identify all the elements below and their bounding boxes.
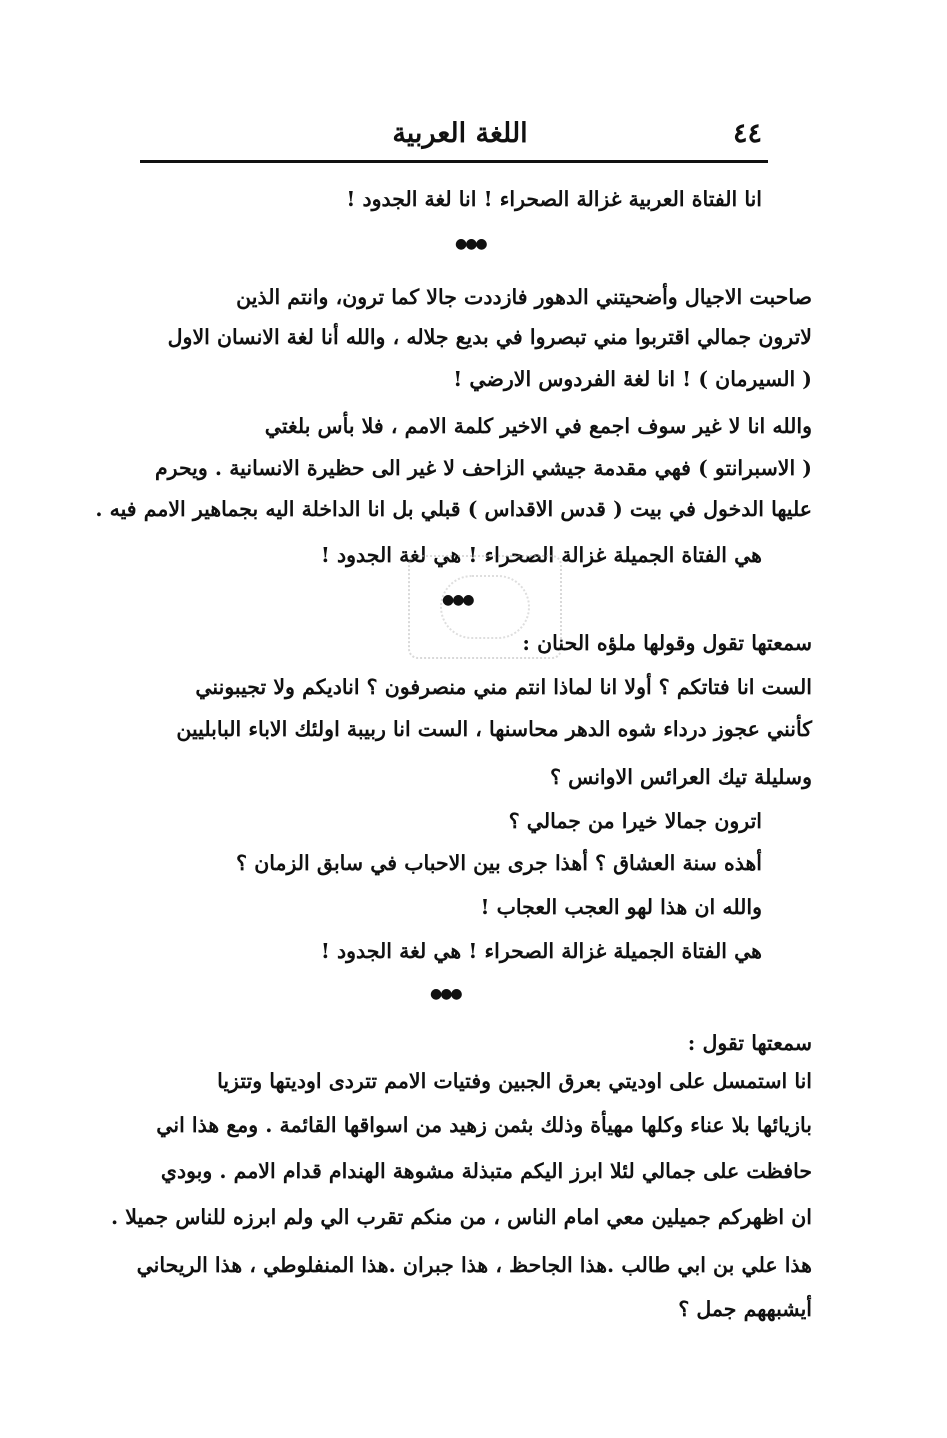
- text-line: عليها الدخول في بيت ( قدس الاقداس ) قبلي بل انا الداخلة اليه بجماهير الامم فيه .: [95, 497, 812, 521]
- page-header: [140, 118, 780, 158]
- text-line: ( السيرمان ) ! انا لغة الفردوس الارضي !: [453, 367, 812, 391]
- section-separator: ●●●: [442, 592, 473, 608]
- text-line: الست انا فتاتكم ؟ أولا انا لماذا انتم مني منصرفون ؟ اناديكم ولا تجيبونني: [195, 675, 812, 699]
- text-line: هي الفتاة الجميلة غزالة الصحراء ! هي لغة الجدود !: [320, 939, 762, 963]
- header-rule: [140, 160, 768, 163]
- section-separator: ●●●: [430, 986, 461, 1002]
- text-line: بازيائها بلا عناء وكلها مهيأة وذلك بثمن زهيد من اسواقها القائمة . ومع هذا اني: [156, 1113, 812, 1137]
- text-line: ان اظهركم جميلين معي امام الناس ، من منكم تقرب الي ولم ابرزه للناس جميلا .: [111, 1205, 812, 1229]
- text-line: لاترون جمالي اقتربوا مني تبصروا في بديع جلاله ، والله أنا لغة الانسان الاول: [167, 325, 812, 349]
- page-number: ٤٤: [732, 118, 762, 149]
- text-line: حافظت على جمالي لئلا ابرز اليكم متبذلة مشوهة الهندام قدام الامم . وبودي: [160, 1159, 812, 1183]
- text-line: وسليلة تيك العرائس الاوانس ؟: [550, 765, 812, 789]
- text-line: اترون جمالا خيرا من جمالي ؟: [508, 809, 762, 833]
- running-title: اللغة العربية: [392, 118, 528, 149]
- text-line: انا استمسل على اوديتي بعرق الجبين وفتيات الامم تتردى اوديتها وتتزيا: [217, 1069, 812, 1093]
- text-line: صاحبت الاجيال وأضحيتني الدهور فازددت جالا كما ترون، وانتم الذين: [236, 285, 812, 309]
- text-line: هي الفتاة الجميلة غزالة الصحراء ! هي لغة الجدود !: [320, 543, 762, 567]
- text-line: سمعتها تقول :: [687, 1031, 812, 1055]
- text-line: ( الاسبرانتو ) فهي مقدمة جيشي الزاحف لا غير الى حظيرة الانسانية . ويحرم: [154, 456, 812, 480]
- text-line: أهذه سنة العشاق ؟ أهذا جرى بين الاحباب في سابق الزمان ؟: [236, 851, 762, 875]
- text-line: أيشبههم جمل ؟: [678, 1297, 812, 1321]
- text-line: كأنني عجوز درداء شوه الدهر محاسنها ، الست انا ربيبة اولئك الاباء البابليين: [176, 717, 812, 741]
- section-separator: ●●●: [455, 236, 486, 252]
- text-line: والله ان هذا لهو العجب العجاب !: [480, 895, 762, 919]
- text-line: هذا علي بن ابي طالب .هذا الجاحظ ، هذا جبران .هذا المنفلوطي ، هذا الريحاني: [136, 1253, 812, 1277]
- text-line: والله انا لا غير سوف اجمع في الاخير كلمة الامم ، فلا بأس بلغتي: [264, 414, 812, 438]
- text-line: سمعتها تقول وقولها ملؤه الحنان :: [522, 631, 812, 655]
- text-line: انا الفتاة العربية غزالة الصحراء ! انا لغة الجدود !: [346, 187, 762, 211]
